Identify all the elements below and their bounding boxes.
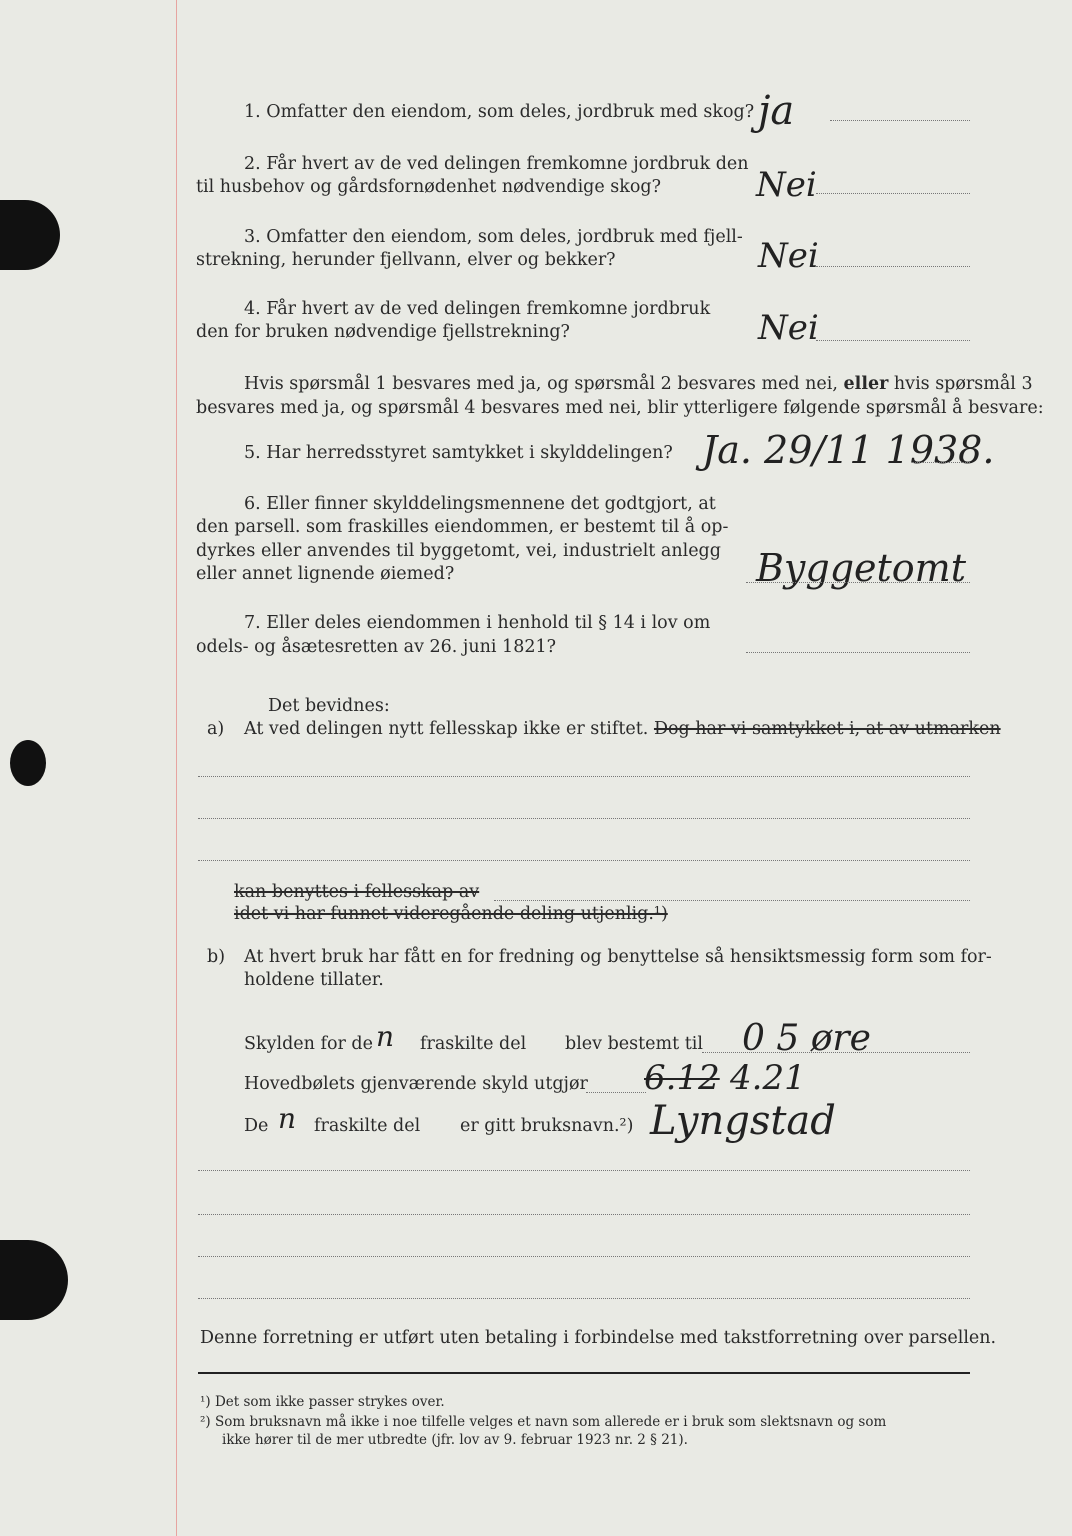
skyld-row-3-answer: Lyngstad	[650, 1098, 836, 1144]
question-6-line-1: 6. Eller finner skylddelingsmennene det godtgjort, at	[244, 494, 716, 514]
footnote-2-line-2: ikke hører til de mer utbredte (jfr. lov av 9. februar 1923 nr. 2 § 21).	[222, 1432, 688, 1448]
blank-line-b2	[198, 1214, 970, 1215]
struck-line-1-dots	[494, 900, 970, 901]
punch-hole-top	[0, 200, 60, 270]
question-2-line-1: 2. Får hvert av de ved delingen fremkomne jordbruk den	[244, 154, 749, 174]
skyld-row-3-handwriting: n	[278, 1102, 297, 1135]
answer-line-2	[816, 193, 970, 194]
question-1: 1. Omfatter den eiendom, som deles, jordbruk med skog?	[244, 102, 755, 122]
skyld-row-2-dots	[586, 1092, 646, 1093]
punch-hole-bottom	[0, 1240, 68, 1320]
answer-6: Byggetomt	[756, 546, 966, 590]
footnote-rule	[198, 1372, 970, 1374]
bevidnes-a-label: a)	[207, 719, 225, 739]
skyld-row-2: Hovedbølets gjenværende skyld utgjør	[244, 1074, 588, 1094]
blank-line-a3	[198, 860, 970, 861]
margin-line	[176, 0, 177, 1536]
bevidnes-a-struck: Dog har vi samtykket i, at av utmarken	[653, 719, 1001, 739]
bevidnes-a-text: At ved delingen nytt fellesskap ikke er stiftet.	[244, 719, 649, 739]
skyld-row-1-answer: 0 5 øre	[742, 1018, 871, 1059]
footnote-1: ¹) Det som ikke passer strykes over.	[200, 1394, 445, 1410]
answer-line-4	[816, 340, 970, 341]
answer-3: Nei	[758, 236, 819, 276]
punch-hole-middle	[10, 740, 46, 786]
skyld-row-1-b: fraskilte del	[420, 1034, 527, 1054]
question-4-line-1: 4. Får hvert av de ved delingen fremkomne jordbruk	[244, 299, 711, 319]
conditional-note-c: hvis spørsmål 3	[893, 374, 1033, 394]
skyld-row-1-line	[702, 1052, 970, 1053]
skyld-row-1-handwriting: n	[376, 1020, 395, 1053]
conditional-note-line-2: besvares med ja, og spørsmål 4 besvares med nei, blir ytterligere følgende spørsmål å besvare:	[196, 398, 1044, 418]
answer-1: ja	[758, 88, 795, 134]
question-4-line-2: den for bruken nødvendige fjellstrekning?	[196, 322, 570, 342]
blank-line-b3	[198, 1256, 970, 1257]
answer-4: Nei	[758, 308, 819, 348]
answer-line-5	[912, 462, 970, 463]
answer-5: Ja. 29/11 1938.	[702, 428, 995, 472]
closing-statement: Denne forretning er utført uten betaling i forbindelse med takstforretning over parsellen.	[200, 1328, 997, 1348]
bevidnes-b-label: b)	[207, 947, 226, 967]
question-5: 5. Har herredsstyret samtykket i skylddelingen?	[244, 443, 673, 463]
bevidnes-heading: Det bevidnes:	[268, 696, 390, 716]
skyld-row-1-c: blev bestemt til	[565, 1034, 703, 1054]
conditional-note-a: Hvis spørsmål 1 besvares med ja, og spørsmål 2 besvares med nei,	[244, 374, 838, 394]
question-2-line-2: til husbehov og gårdsfornødenhet nødvendige skog?	[196, 177, 661, 197]
question-6-line-4: eller annet lignende øiemed?	[196, 564, 455, 584]
skyld-row-2-struck: 6.12	[644, 1058, 720, 1098]
question-6-line-2: den parsell. som fraskilles eiendommen, er bestemt til å op-	[196, 517, 729, 537]
skyld-row-3-c: er gitt bruksnavn.²)	[460, 1116, 634, 1136]
question-7-line-2: odels- og åsætesretten av 26. juni 1821?	[196, 637, 556, 657]
question-6-line-3: dyrkes eller anvendes til byggetomt, vei, industrielt anlegg	[196, 541, 721, 561]
blank-line-a2	[198, 818, 970, 819]
blank-line-b1	[198, 1170, 970, 1171]
answer-line-1	[830, 120, 970, 121]
bevidnes-b-line-1: At hvert bruk har fått en for fredning og benyttelse så hensiktsmessig form som for-	[244, 947, 992, 967]
bevidnes-b-line-2: holdene tillater.	[244, 970, 384, 990]
answer-line-3	[816, 266, 970, 267]
conditional-note-eller: eller	[843, 374, 889, 394]
answer-line-7	[746, 652, 970, 653]
skyld-row-2-answer: 4.21	[730, 1058, 806, 1098]
struck-line-2: idet vi har funnet videregående deling utjenlig.¹)	[234, 904, 668, 924]
footnote-2-line-1: ²) Som bruksnavn må ikke i noe tilfelle velges et navn som allerede er i bruk som slektsnavn og som	[200, 1414, 887, 1430]
answer-line-6	[746, 582, 970, 583]
struck-line-1: kan benyttes i fellesskap av	[234, 882, 480, 902]
conditional-note-line-1	[244, 372, 1033, 396]
blank-line-a1	[198, 776, 970, 777]
skyld-row-3-a: De	[244, 1116, 269, 1136]
question-7-line-1: 7. Eller deles eiendommen i henhold til § 14 i lov om	[244, 613, 711, 633]
bevidnes-a-line	[244, 717, 1001, 741]
blank-line-b4	[198, 1298, 970, 1299]
answer-2: Nei	[756, 165, 817, 205]
question-3-line-2: strekning, herunder fjellvann, elver og bekker?	[196, 250, 616, 270]
question-3-line-1: 3. Omfatter den eiendom, som deles, jordbruk med fjell-	[244, 227, 743, 247]
skyld-row-3-b: fraskilte del	[314, 1116, 421, 1136]
skyld-row-1-a: Skylden for de	[244, 1034, 373, 1054]
